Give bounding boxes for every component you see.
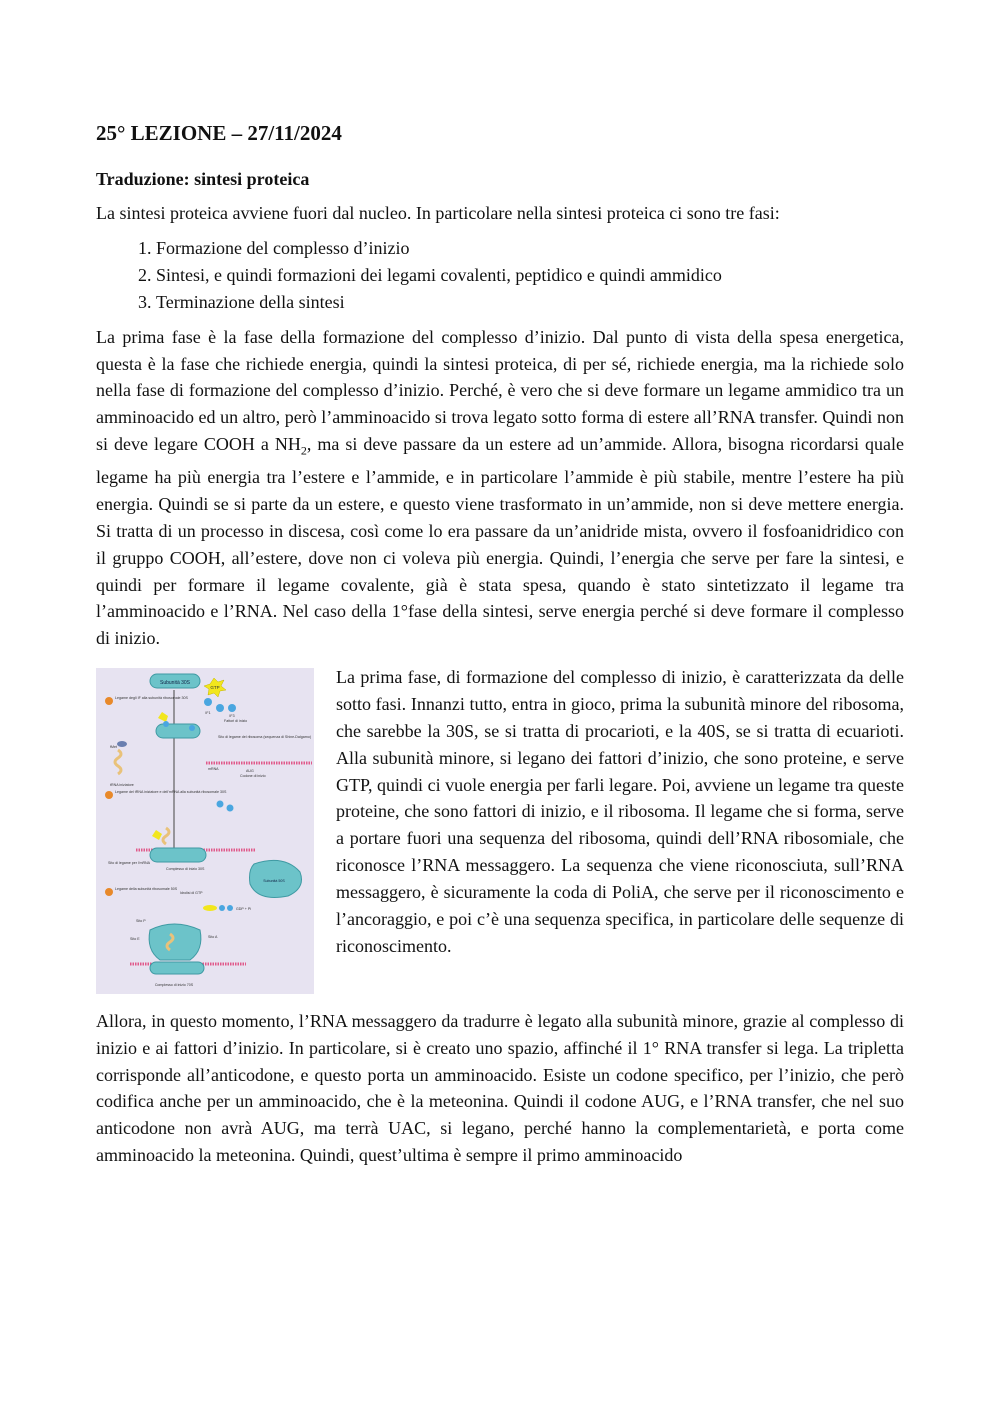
document-page — [96, 118, 904, 1169]
label-fattori: Fattori di inizio — [224, 718, 248, 723]
lesson-title: 25° LEZIONE – 27/11/2024 — [96, 121, 342, 145]
initiation-complex-figure — [96, 668, 314, 994]
complex-30s-shape — [150, 848, 206, 862]
label-if1: IF1 — [205, 710, 211, 715]
phase-list — [96, 235, 904, 316]
energy-paragraph — [96, 324, 904, 652]
label-gdp: GDP + Pi — [236, 906, 252, 911]
fmet-shape — [117, 741, 127, 747]
label-fmet: fMet — [110, 744, 117, 749]
ribosome-70s-shape — [149, 924, 201, 960]
energy-paragraph-part-a: La prima fase è la fase della formazione del complesso d’inizio. Dal punto di vista della spesa energetica, questa è la fase che richiede energia, quindi la sintesi proteica, di per sé, richiede energia, ma la richiede solo nella fase di formazione del complesso d’inizio. Perché, è vero che si deve formare un legame ammidico tra un amminoacido ed un altro, però l’amminoacido si trova legato sotto forma di estere all’RNA transfer. Quindi non si deve legare COOH a NH — [96, 326, 904, 454]
label-sitoE: Sito E — [130, 936, 140, 941]
figure-row — [96, 664, 904, 994]
phase-item: 1. Formazione del complesso d’inizio — [156, 235, 904, 262]
energy-paragraph-part-b: , ma si deve passare da un estere ad un’ammide. Allora, bisogna ricordarsi quale legame ha più energia tra l’estere e l’ammide, e in particolare l’ammide è più stabile, mentre l’estere ha più energia. Quindi se si parte da un estere, e questo viene trasformato in un’ammide, non si deve mettere energia. Si tratta di un processo in discesa, così come lo era passare da un’anidride mista, ovvero il fosfoanidridico con il gruppo COOH, all’estere, dove non ci voleva più energia. Quindi, l’energia che serve per fare la sintesi, e quindi per formare il legame covalente, già è stata spesa, quando è stato sintetizzato il legame tra l’amminoacido e l’RNA. Nel caso della 1°fase della sintesi, serve energia perché si deve formare il complesso di inizio. — [96, 433, 904, 649]
trna-shape — [115, 750, 121, 774]
section-subtitle: Traduzione: sintesi proteica — [96, 169, 310, 189]
intro-paragraph: La sintesi proteica avviene fuori dal nucleo. In particolare nella sintesi proteica ci sono tre fasi: — [96, 203, 780, 223]
figure-text-column — [336, 664, 904, 960]
phase-item: 2. Sintesi, e quindi formazioni dei legami covalenti, peptidico e quindi ammidico — [156, 262, 904, 289]
initiation-diagram — [96, 668, 314, 994]
label-codone: Codone di inizio — [240, 773, 266, 778]
phase-item: 3. Terminazione della sintesi — [156, 289, 904, 316]
label-sub50s: Subunità 50S — [263, 878, 285, 883]
label-step3: Legame della subunità ribosomale 50S — [115, 886, 178, 891]
label-gtp: GTP — [210, 684, 220, 690]
label-sitoA: Sito A — [208, 934, 218, 939]
label-if3: IF3 — [229, 713, 235, 718]
label-idrolisi: Idrolisi di GTP — [180, 890, 203, 895]
factor-circle — [204, 698, 212, 706]
trna-paragraph: Allora, in questo momento, l’RNA messaggero da tradurre è legato alla subunità minore, grazie al complesso di inizio e ai fattori d’inizio. In particolare, si è creato uno spazio, affinché il 1° RNA transfer si lega. La tripletta corrisponde all’anticodone, e questo porta un amminoacido. Esiste un codone specifico, per l’inizio, che però codifica anche per un amminoacido, che è la meteonina. Quindi il codone AUG, e l’RNA transfer, che nel suo anticodone non avrà AUG, ma terrà UAC, si legano, perché hanno la complementarietà, e porta come amminoacido la meteonina. Quindi, quest’ultima è sempre il primo amminoacido — [96, 1010, 904, 1165]
label-trna: tRNA iniziatore — [110, 782, 134, 787]
step-badge — [105, 697, 113, 705]
label-step1: Legame degli IF alla subunità ribosomale 30S — [115, 695, 188, 700]
label-complesso30: Complesso di inizio 30S — [166, 866, 205, 871]
label-step2: Legame del tRNA iniziatore e dell'mRNA alla subunità ribosomale 30S — [115, 789, 227, 794]
label-sito-mrna: Sito di legame per l'mRNA — [108, 860, 151, 865]
nh2-subscript: 2 — [300, 443, 307, 458]
label-sito-legame: Sito di legame del ribosoma (sequenza di Shine-Dalgarno) — [218, 734, 312, 739]
subphases-paragraph: La prima fase, di formazione del complesso di inizio, è caratterizzata da delle sotto fasi. Innanzi tutto, entra in gioco, prima la subunità minore del ribosoma, che sarebbe la 30S, se si tratta di procarioti, e la 40S, se si tratta di ecuarioti. Alla subunità minore, si legano dei fattori d’inizio, che sono proteine, e serve GTP, quindi ci vuole energia per farli legare. Poi, avviene un legame tra queste proteine, che sono fattori di inizio, e il ribosoma. Il legame che si forma, serve a portare fuori una sequenza del ribosoma, quindi dell’RNA ribosomiale, che riconosce l’RNA messaggero. La sequenza che viene riconosciuta, sull’RNA messaggero, è sicuramente la coda di PoliA, che serve per il riconoscimento e l’ancoraggio, e poi c’è una sequenza specifica, in particolare delle sequenze di riconoscimento. — [336, 666, 904, 957]
label-mrna: mRNA — [208, 766, 219, 771]
label-aug: AUG — [246, 768, 254, 773]
label-complesso70: Complesso di inizio 70S — [154, 982, 194, 987]
label-sub30s: Subunità 30S — [159, 679, 191, 686]
label-sitoP: Sito P — [136, 918, 146, 923]
